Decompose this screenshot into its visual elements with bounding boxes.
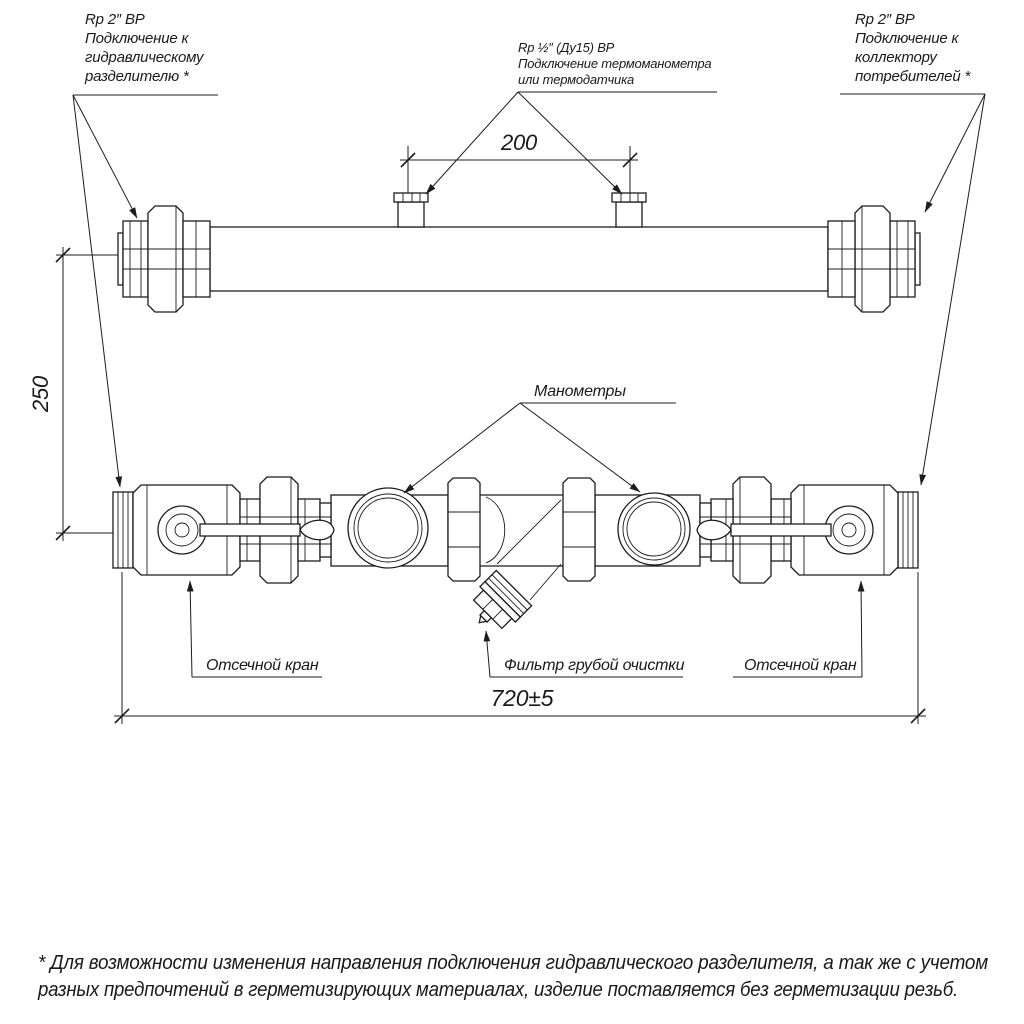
ball-valve-unit-right — [697, 477, 918, 583]
connection-left-line-2: Подключение к — [85, 30, 189, 47]
footnote-line-1: * Для возможности изменения направления подключения гидравлического разделителя, а так же с учетом — [38, 952, 989, 974]
connection-right-line-4: потребителей * — [855, 68, 971, 85]
bottom-pipe-assembly — [113, 477, 918, 640]
pressure-gauge-port-left — [348, 488, 428, 568]
strainer-filter — [448, 478, 595, 640]
connection-sensor-line-1: Rp ½″ (Ду15) ВР — [518, 40, 615, 55]
valve-right-label: Отсечной кран — [744, 657, 857, 674]
connection-right-line-1: Rp 2″ ВР — [855, 11, 915, 28]
top-union-left — [118, 206, 210, 312]
connection-right-line-3: коллектору — [855, 49, 937, 66]
connection-sensor-line-3: или термодатчика — [518, 72, 635, 87]
valve-left-label: Отсечной кран — [206, 657, 319, 674]
ball-valve-unit-left — [113, 477, 334, 583]
gauges-label: Манометры — [534, 383, 626, 400]
top-union-right — [828, 206, 920, 312]
connection-sensor-line-2: Подключение термоманометра — [518, 56, 712, 71]
connection-left-line-4: разделителю * — [85, 68, 189, 85]
footnote-line-2: разных предпочтений в герметизирующих материалах, изделие поставляется без герметизации резьб. — [37, 979, 959, 1001]
leader-lines — [73, 92, 985, 677]
pressure-gauge-port-right — [618, 493, 690, 565]
connection-left-line-3: гидравлическому — [85, 49, 204, 66]
dimension-720-text: 720±5 — [490, 685, 554, 711]
filter-label: Фильтр грубой очистки — [504, 657, 685, 674]
dimension-200-text: 200 — [500, 130, 538, 155]
sensor-boss-right — [612, 193, 646, 227]
footnote — [37, 952, 988, 1001]
connection-left-line-1: Rp 2″ ВР — [85, 11, 145, 28]
connection-right-line-2: Подключение к — [855, 30, 959, 47]
sensor-boss-left — [394, 193, 428, 227]
dimension-250 — [28, 247, 118, 541]
dimension-250-text: 250 — [28, 375, 53, 413]
top-pipe-assembly — [118, 193, 920, 312]
